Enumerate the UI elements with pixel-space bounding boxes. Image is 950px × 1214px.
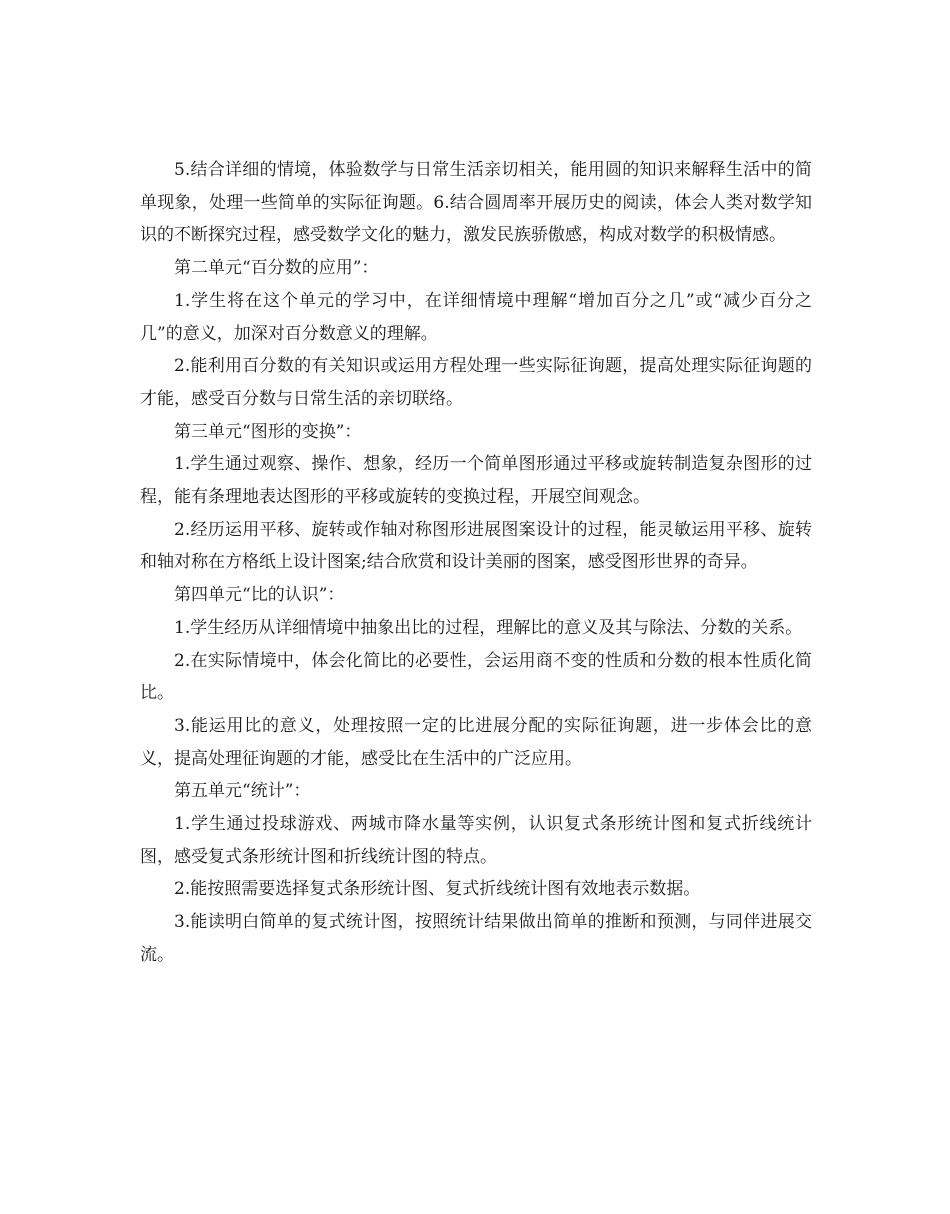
paragraph-unit3-objective-1: 1.学生通过观察、操作、想象，经历一个简单图形通过平移或旋转制造复杂图形的过程，能有条理地表达图形的平移或旋转的变换过程，开展空间观念。 [140,454,812,508]
paragraph-unit4-objective-1: 1.学生经历从详细情境中抽象出比的过程，理解比的意义及其与除法、分数的关系。 [174,617,803,638]
section-heading-unit2: 第二单元“百分数的应用”： [174,258,379,279]
paragraph-unit2-objective-1: 1.学生将在这个单元的学习中，在详细情境中理解“增加百分之几”或“减少百分之几”的意义，加深对百分数意义的理解。 [140,290,812,344]
paragraph-unit5-objective-2: 2.能按照需要选择复式条形统计图、复式折线统计图有效地表示数据。 [174,879,701,900]
paragraph-unit5-objective-3: 3.能读明白简单的复式统计图，按照统计结果做出简单的推断和预测，与同伴进展交流。 [140,912,812,965]
paragraph-unit4-objective-3: 3.能运用比的意义，处理按照一定的比进展分配的实际征询题，进一步体会比的意义，提高处理征询题的才能，感受比在生活中的广泛应用。 [140,715,812,769]
paragraph-unit2-objective-2: 2.能利用百分数的有关知识或运用方程处理一些实际征询题，提高处理实际征询题的才能，感受百分数与日常生活的亲切联络。 [140,356,812,409]
paragraph-unit3-objective-2: 2.经历运用平移、旋转或作轴对称图形进展图案设计的过程，能灵敏运用平移、旋转和轴对称在方格纸上设计图案;结合欣赏和设计美丽的图案，感受图形世界的奇异。 [140,519,812,573]
section-heading-unit5: 第五单元“统计”： [174,781,311,802]
document-body [140,154,812,972]
paragraph-unit5-objective-1: 1.学生通过投球游戏、两城市降水量等实例，认识复式条形统计图和复式折线统计图，感受复式条形统计图和折线统计图的特点。 [140,814,812,867]
section-heading-unit3: 第三单元“图形的变换”： [174,421,362,442]
paragraph-unit4-objective-2: 2.在实际情境中，体会化简比的必要性，会运用商不变的性质和分数的根本性质化简比。 [140,650,812,704]
paragraph-unit1-objectives-5-6: 5.结合详细的情境，体验数学与日常生活亲切相关，能用圆的知识来解释生活中的简单现象，处理一些简单的实际征询题。6.结合圆周率开展历史的阅读，体会人类对数学知识的不断探究过程，感受数学文化的魅力，激发民族骄傲感，构成对数学的积极情感。 [140,160,812,246]
section-heading-unit4: 第四单元“比的认识”： [174,585,345,606]
